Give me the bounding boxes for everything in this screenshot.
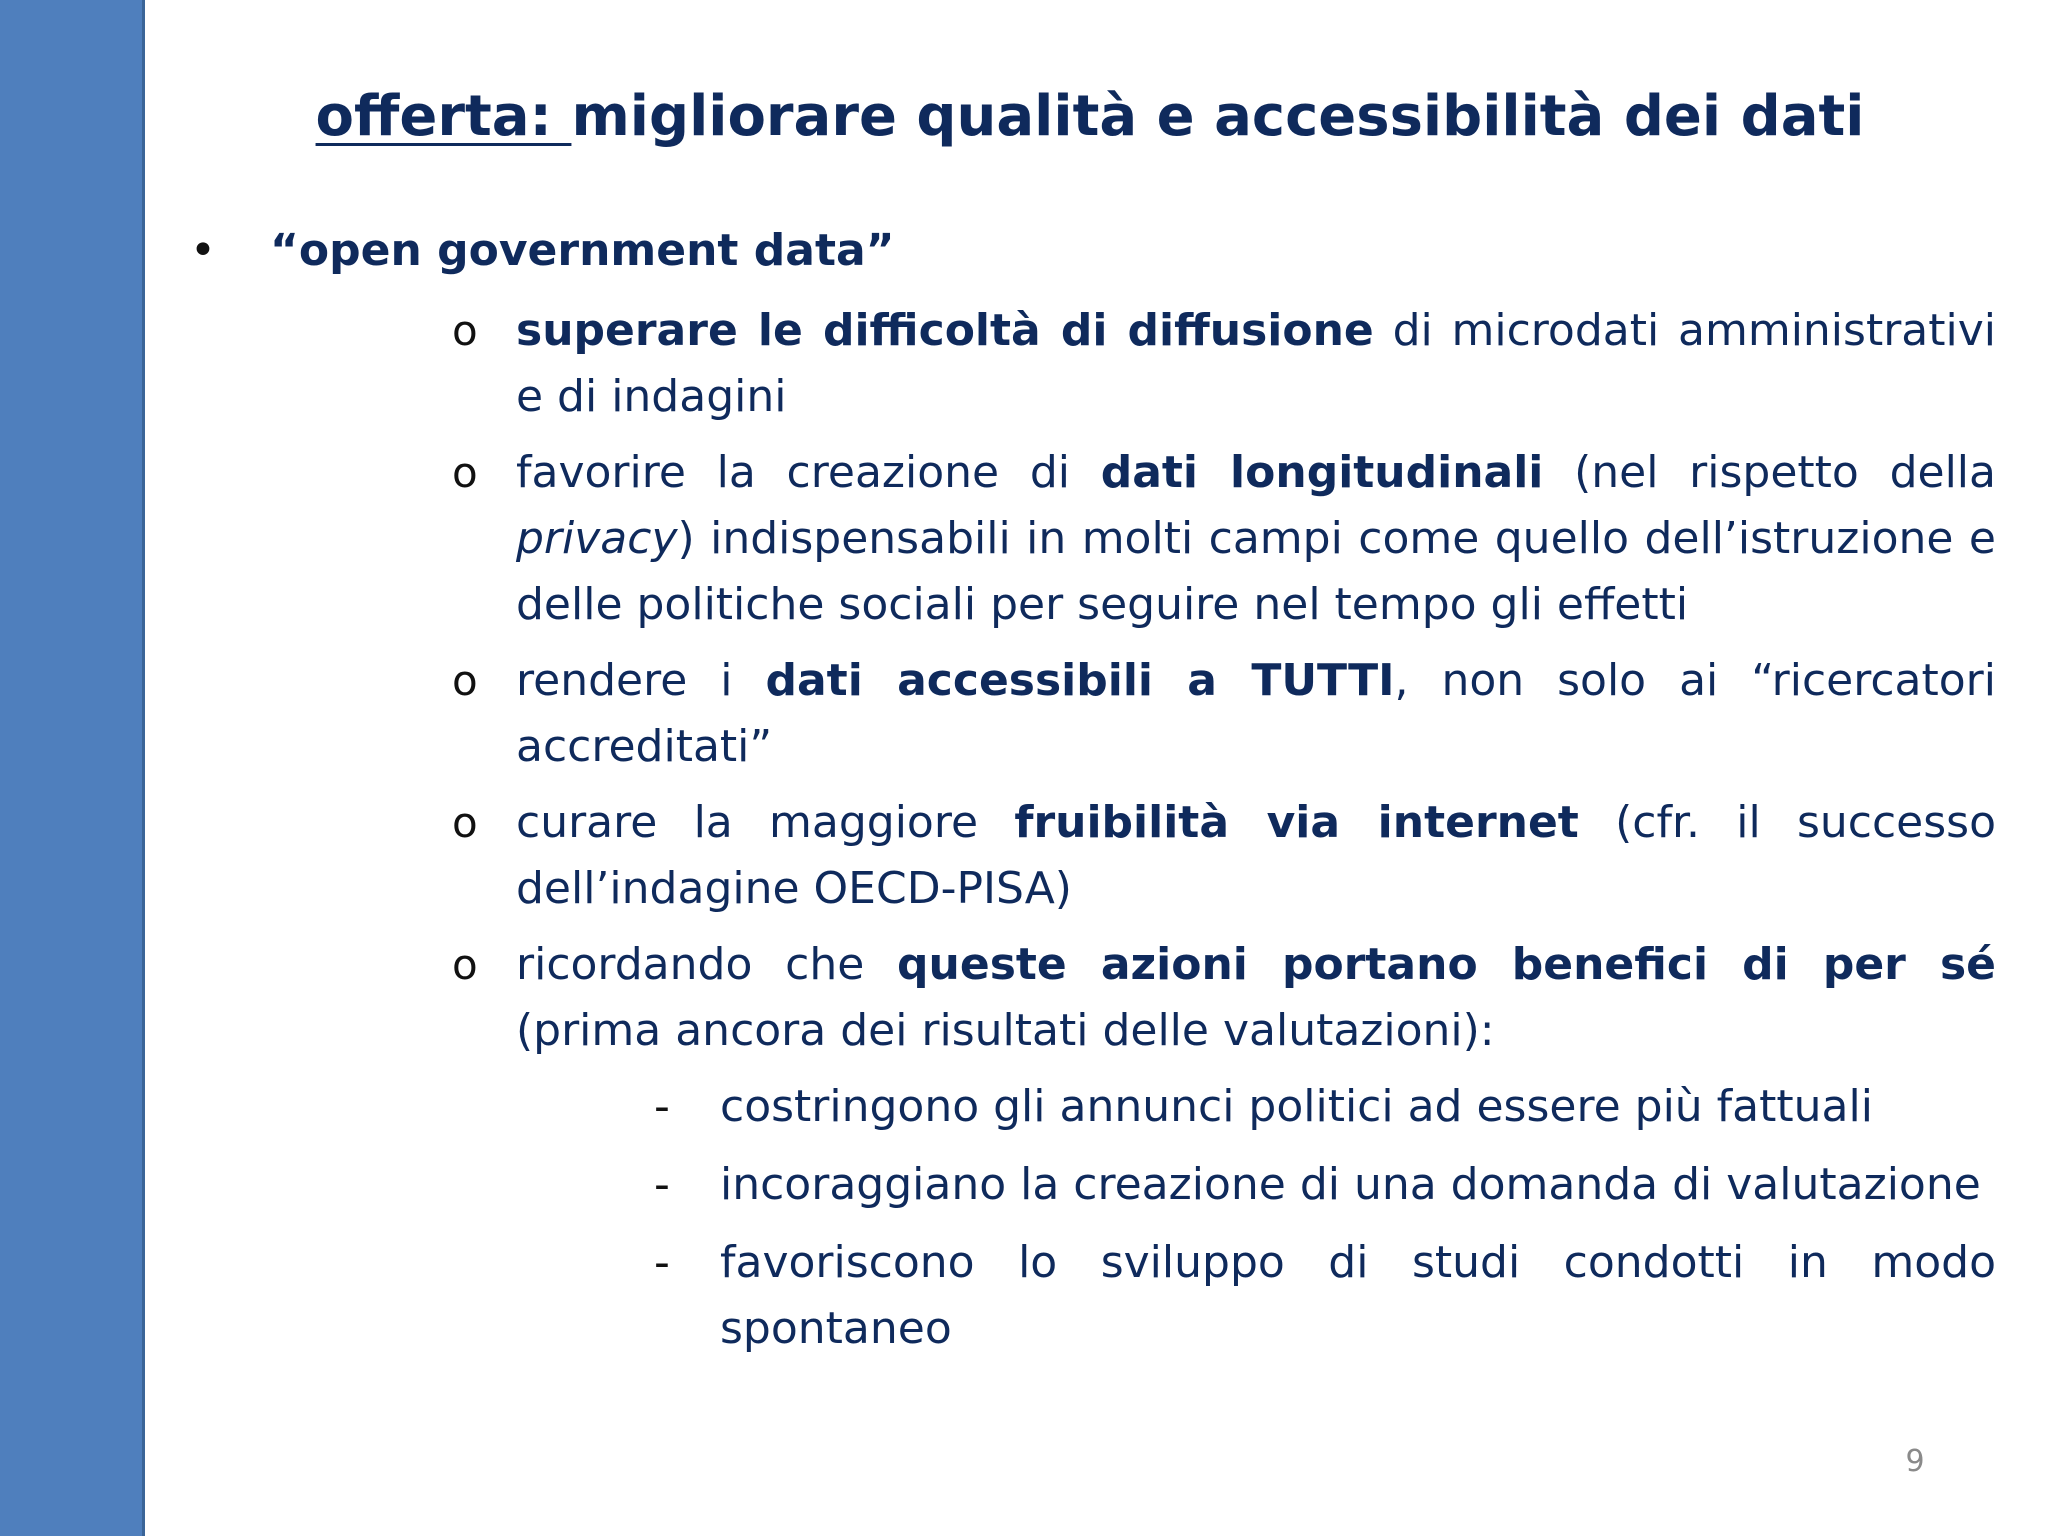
page-number: 9 [1905, 1444, 1925, 1479]
circle-bullet-icon: o [452, 656, 478, 705]
item-2-text-mid: (nel rispetto della [1543, 447, 1996, 498]
item-5-text-before: ricordando che [516, 939, 898, 990]
circle-bullet-icon: o [452, 940, 478, 989]
circle-bullet-icon: o [452, 798, 478, 847]
circle-bullet-icon: o [452, 306, 478, 355]
sub-item-3 [654, 1230, 1996, 1362]
bullet-dot-icon: • [190, 225, 216, 276]
item-3-text-after: , non solo ai “ricercatori accreditati” [516, 655, 1996, 772]
item-3-bold: dati accessibili a TUTTI [765, 655, 1395, 706]
item-4-text-after: (cfr. il successo dell’indagine OECD-PISA) [516, 797, 1996, 914]
slide-title [160, 78, 2020, 156]
dash-bullet-icon: - [654, 1081, 670, 1132]
item-5-text-after: (prima ancora dei risultati delle valutazioni): [516, 1005, 1495, 1056]
item-3-text-before: rendere i [516, 655, 766, 706]
item-2-text-after: ) indispensabili in molti campi come quello dell’istruzione e delle politiche sociali per seguire nel tempo gli effetti [516, 513, 1996, 630]
dash-bullet-icon: - [654, 1159, 670, 1210]
item-2-italic: privacy [516, 513, 678, 564]
item-4-bold: fruibilità via internet [1014, 797, 1579, 848]
title-underlined-part: offerta: [315, 84, 572, 149]
dash-bullet-icon: - [654, 1237, 670, 1288]
bullet-text: “open government data” [270, 225, 895, 276]
list-item-1 [452, 298, 1996, 430]
sub-item-3-text: favoriscono lo sviluppo di studi condotti in modo spontaneo [720, 1237, 1996, 1354]
sub-item-1-text: costringono gli annunci politici ad essere più fattuali [720, 1081, 1873, 1132]
item-2-bold: dati longitudinali [1100, 447, 1544, 498]
item-1-bold: superare le difficoltà di diffusione [516, 305, 1374, 356]
item-5-bold: queste azioni portano benefici di per sé [897, 939, 1996, 990]
list-item-4 [452, 790, 1996, 922]
item-4-text-before: curare la maggiore [516, 797, 1015, 848]
sub-item-2 [654, 1152, 1996, 1218]
circle-bullet-icon: o [452, 448, 478, 497]
item-1-text: di microdati amministrativi e di indagini [516, 305, 1996, 422]
list-item-5 [452, 932, 1996, 1064]
sidebar-accent-bar [0, 0, 145, 1536]
list-item-2 [452, 440, 1996, 638]
list-item-3 [452, 648, 1996, 780]
title-rest: migliorare qualità e accessibilità dei dati [571, 84, 1865, 149]
sub-item-1 [654, 1074, 1996, 1140]
item-2-text-before: favorire la creazione di [516, 447, 1101, 498]
sub-item-2-text: incoraggiano la creazione di una domanda di valutazione [720, 1159, 1981, 1210]
